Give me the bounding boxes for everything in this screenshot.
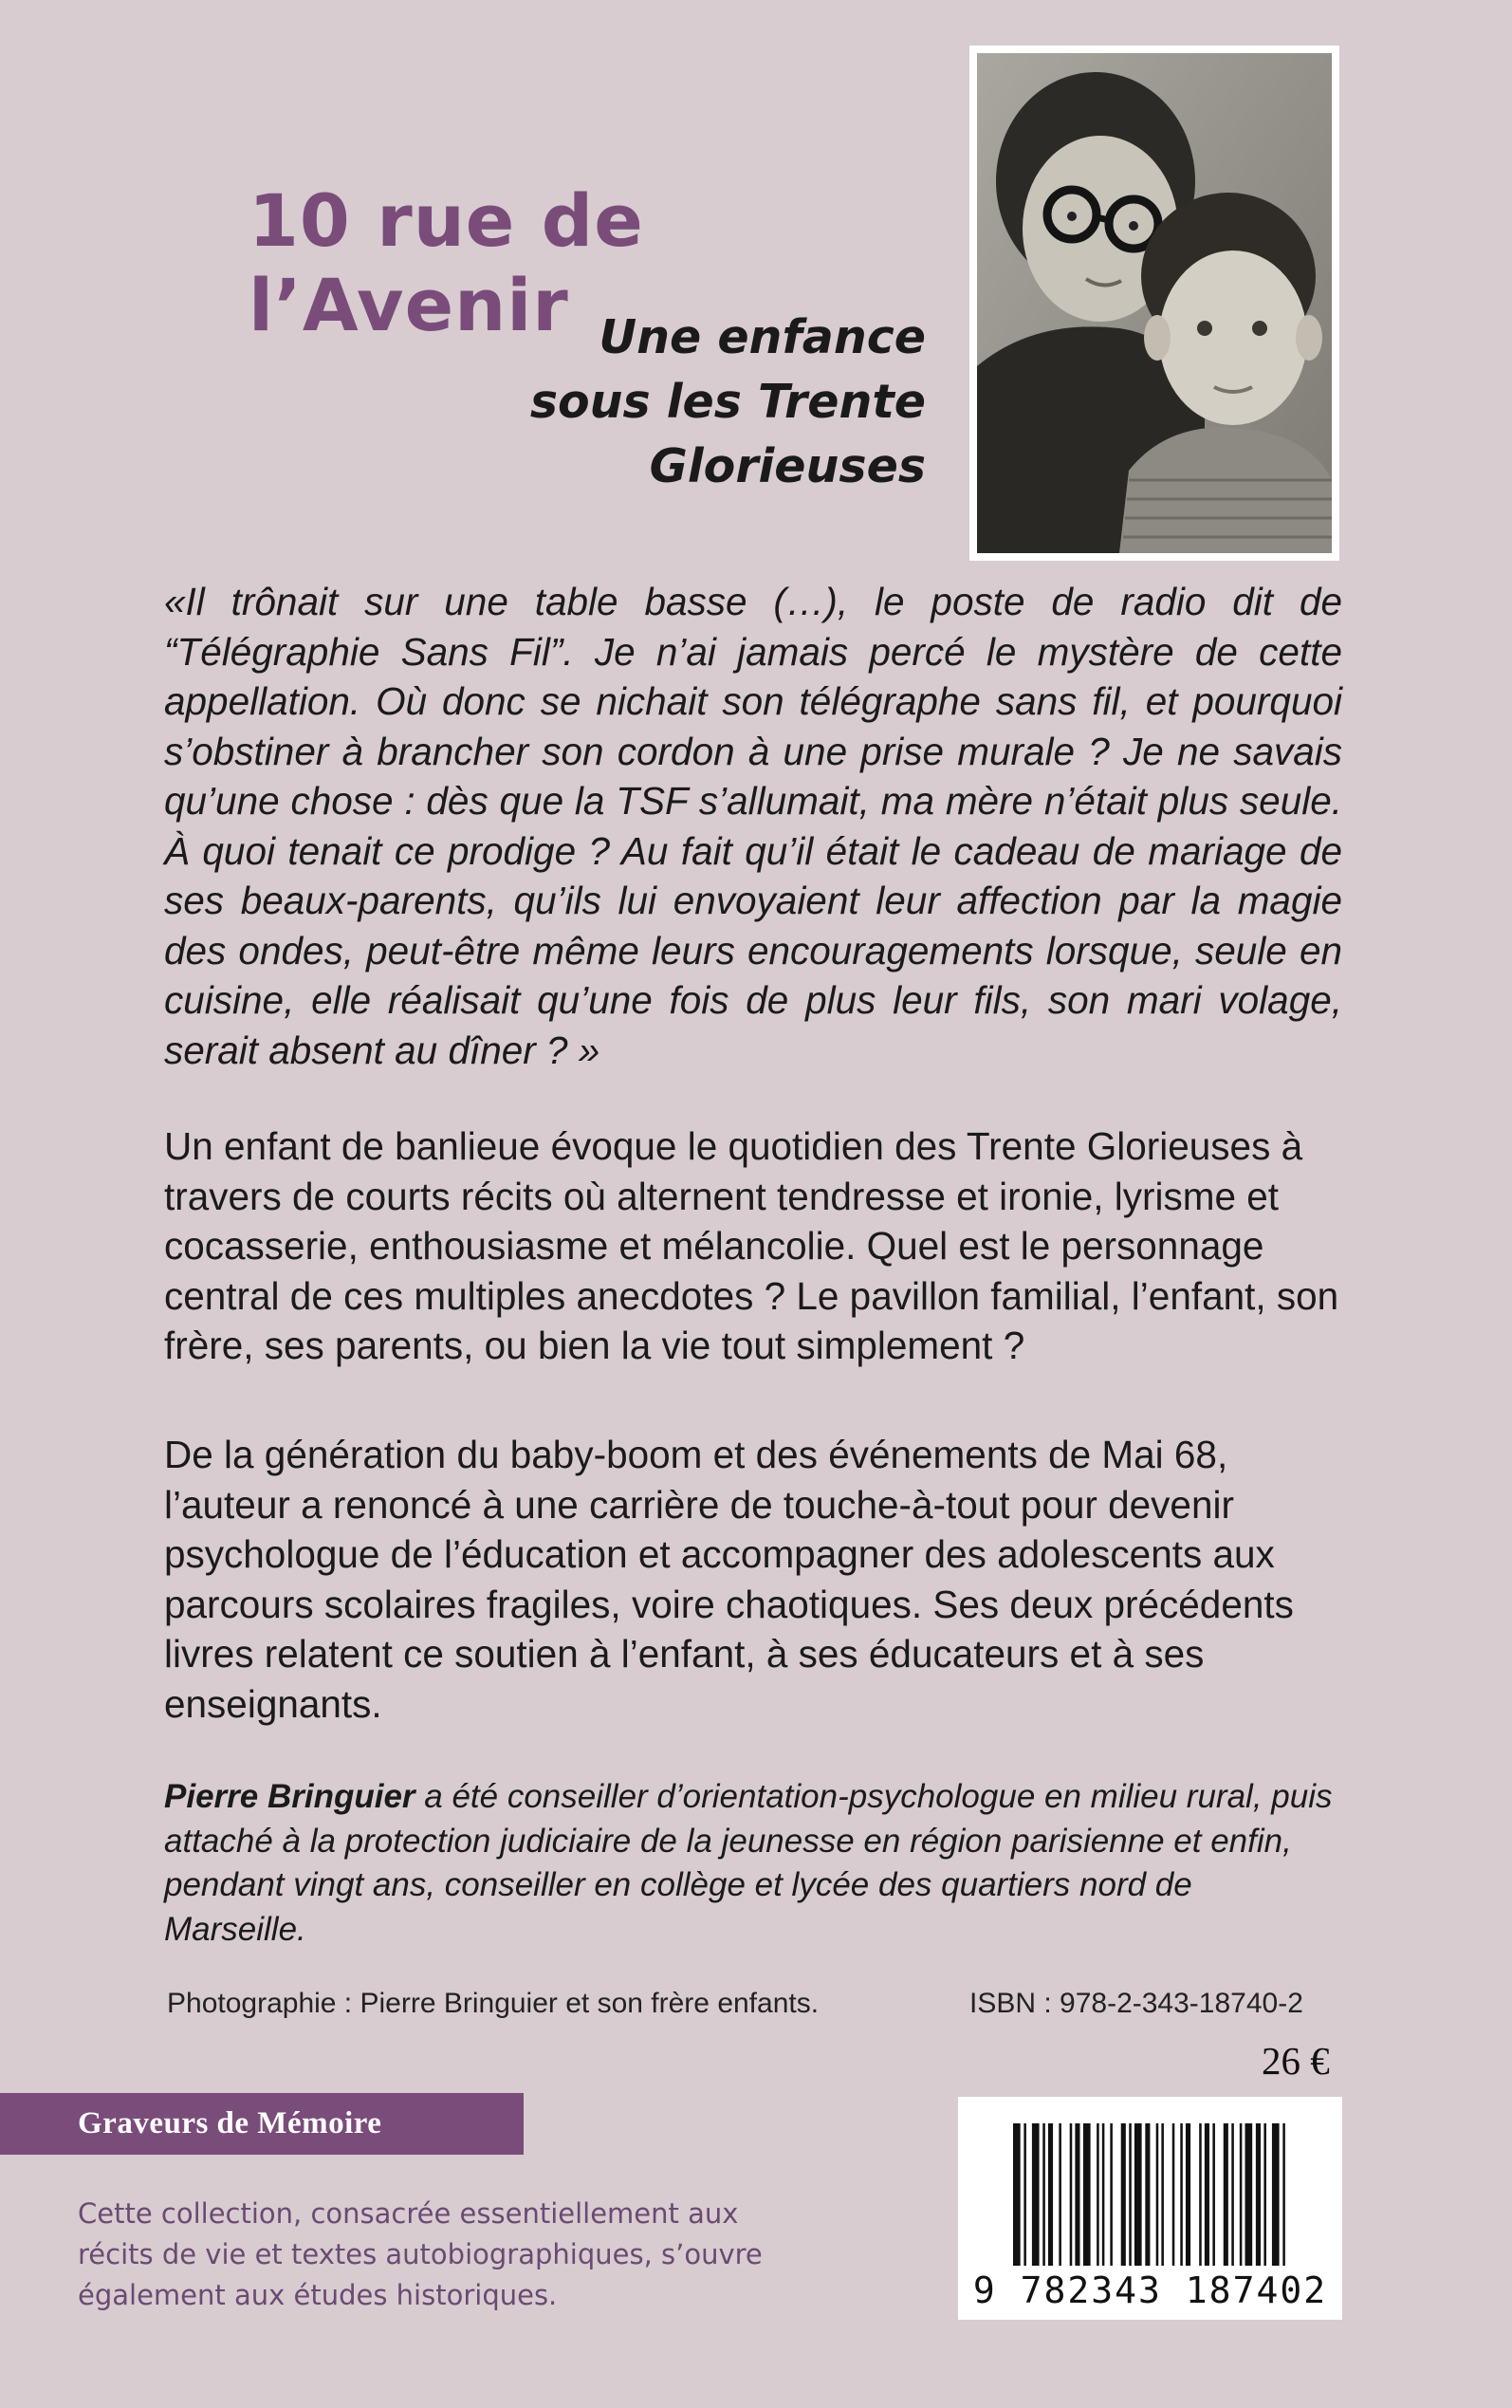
- photo-credit: Photographie : Pierre Bringuier et son frère enfants.: [167, 1988, 820, 2019]
- author-name: Pierre Bringuier: [164, 1778, 415, 1815]
- book-title: 10 rue de l’Avenir: [249, 178, 644, 347]
- cover-photo: [969, 46, 1339, 561]
- description-paragraph-2: De la génération du baby-boom et des événements de Mai 68, l’auteur a renoncé à une carrière de touche-à-tout pour devenir psychologue de l’éducation et accompagner des adolescents aux parcours scolaires fragiles, voire chaotiques. Ses deux précédents livres relatent ce soutien à l’enfant, à ses éducateurs et à ses enseignants.: [164, 1433, 1294, 1726]
- book-excerpt-quote: «Il trônait sur une table basse (…), le poste de radio dit de “Télégraphie Sans Fil”. Je n’ai jamais percé le mystère de cette appellation. Où donc se nichait son télégraphe sans fil, et pourquoi s’obstiner à brancher son cordon à une prise murale ? Je ne savais qu’une chose : dès que la TSF s’allumait, ma mère n’était plus seule. À quoi tenait ce prodige ? Au fait qu’il était le cadeau de mariage de ses beaux-parents, qu’ils lui envoyaient leur affection par la magie des ondes, peut-être même leurs encouragements lorsque, seule en cuisine, elle réalisait qu’une fois de plus leur fils, son mari volage, serait absent au dîner ? »: [164, 580, 1342, 1072]
- description-paragraph-1: Un enfant de banlieue évoque le quotidien des Trente Glorieuses à travers de courts récits où alternent tendresse et ironie, lyrisme et cocasserie, enthousiasme et mélancolie. Quel est le personnage central de ces multiples anecdotes ? Le pavillon familial, l’enfant, son frère, ses parents, ou bien la vie tout simplement ?: [164, 1124, 1339, 1367]
- author-bio-text: a été conseiller d’orientation-psychologue en milieu rural, puis attaché à la protection judiciaire de la jeunesse en région parisienne et enfin, pendant vingt ans, conseiller en collège et lycée des quartiers nord de Marseille.: [164, 1778, 1333, 1948]
- collection-banner: Graveurs de Mémoire: [0, 2093, 524, 2155]
- photo-two-boys-icon: [977, 53, 1332, 553]
- author-bio: [164, 1775, 1342, 1952]
- book-subtitle: [262, 306, 926, 499]
- barcode-digits: 9 782343 187402: [972, 2269, 1328, 2311]
- barcode-icon: [1013, 2123, 1288, 2266]
- price: 26 €: [1262, 2039, 1330, 2083]
- barcode: [958, 2097, 1342, 2320]
- collection-description: Cette collection, consacrée essentiellement aux récits de vie et textes autobiographiques, s’ouvre également aux études historiques.: [78, 2197, 763, 2311]
- subtitle-line-2: sous les Trente Glorieuses: [529, 375, 926, 493]
- subtitle-line-1: Une enfance: [599, 310, 926, 364]
- isbn: ISBN : 978-2-343-18740-2: [969, 1988, 1303, 2019]
